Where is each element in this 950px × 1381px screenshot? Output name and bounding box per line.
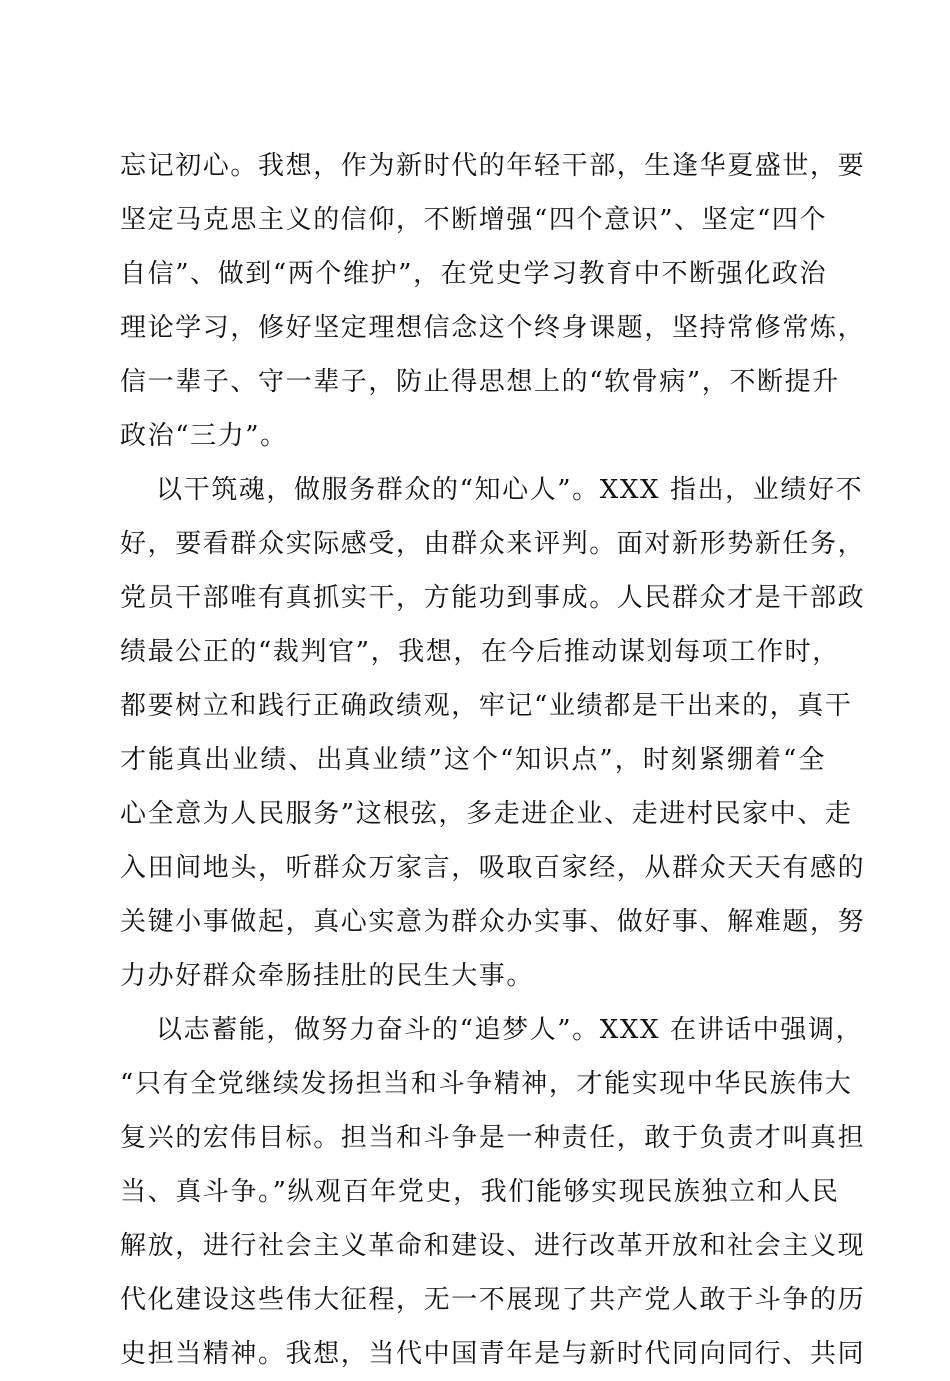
paragraph-2-line-9: 关键小事做起，真心实意为群众办实事、做好事、解难题，努 <box>120 907 866 937</box>
paragraph-2-line-8: 入田间地头，听群众万家言，吸取百家经，从群众天天有感的 <box>120 853 866 883</box>
paragraph-2-line-5: 都要树立和践行正确政绩观，牢记“业绩都是干出来的，真干 <box>120 691 853 721</box>
paragraph-2-line-7: 心全意为人民服务”这根弦，多走进企业、走进村民家中、走 <box>120 799 853 829</box>
paragraph-3-line-5: 解放，进行社会主义革命和建设、进行改革开放和社会主义现 <box>120 1231 866 1261</box>
paragraph-2-line-4: 绩最公正的“裁判官”，我想，在今后推动谋划每项工作时， <box>120 637 840 667</box>
paragraph-1-line-3: 自信”、做到“两个维护”，在党史学习教育中不断强化政治 <box>120 259 828 289</box>
body-text <box>120 139 866 1381</box>
paragraph-3-line-1: 以志蓄能，做努力奋斗的“追梦人”。XXX 在讲话中强调， <box>156 1015 864 1045</box>
paragraph-2-line-6: 才能真出业绩、出真业绩”这个“知识点”，时刻紧绷着“全 <box>120 745 826 775</box>
paragraph-3-line-3: 复兴的宏伟目标。担当和斗争是一种责任，敢于负责才叫真担 <box>120 1123 866 1153</box>
paragraph-2-line-2: 好，要看群众实际感受，由群众来评判。面对新形势新任务， <box>120 529 866 559</box>
paragraph-1-line-5: 信一辈子、守一辈子，防止得思想上的“软骨病”，不断提升 <box>120 367 840 397</box>
paragraph-1-line-4: 理论学习，修好坚定理想信念这个终身课题，坚持常修常炼， <box>120 313 866 343</box>
paragraph-1-line-2: 坚定马克思主义的信仰，不断增强“四个意识”、坚定“四个 <box>120 205 828 235</box>
paragraph-2-line-3: 党员干部唯有真抓实干，方能功到事成。人民群众才是干部政 <box>120 583 866 613</box>
paragraph-2-line-10: 力办好群众牵肠挂肚的民生大事。 <box>120 961 535 991</box>
paragraph-2-line-1: 以干筑魂，做服务群众的“知心人”。XXX 指出，业绩好不 <box>156 475 864 505</box>
paragraph-3-line-4: 当、真斗争。”纵观百年党史，我们能够实现民族独立和人民 <box>120 1177 840 1207</box>
paragraph-3-line-2: “只有全党继续发扬担当和斗争精神，才能实现中华民族伟大 <box>120 1069 853 1099</box>
paragraph-3-line-6: 代化建设这些伟大征程，无一不展现了共产党人敢于斗争的历 <box>120 1285 866 1315</box>
paragraph-3-line-7: 史担当精神。我想，当代中国青年是与新时代同向同行、共同 <box>120 1339 866 1369</box>
paragraph-1-line-1: 忘记初心。我想，作为新时代的年轻干部，生逢华夏盛世，要 <box>120 151 866 181</box>
paragraph-1-line-6: 政治“三力”。 <box>120 421 288 451</box>
